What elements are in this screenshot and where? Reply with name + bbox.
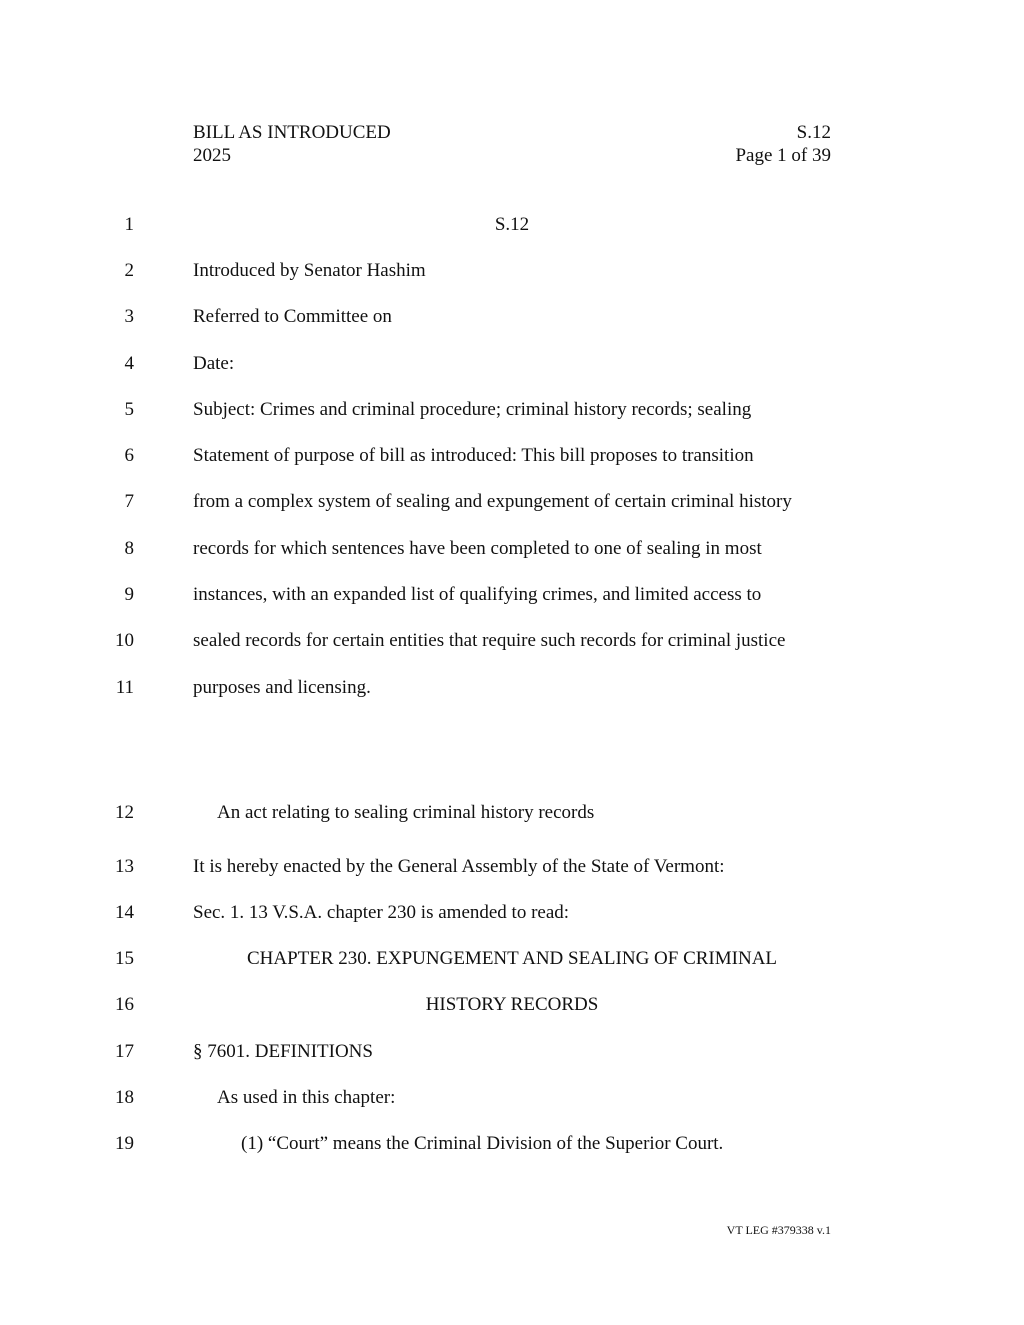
line-number: 17: [115, 1041, 134, 1062]
purpose-line: records for which sentences have been completed to one of sealing in most: [193, 538, 762, 559]
purpose-line: sealed records for certain entities that require such records for criminal justice: [193, 630, 786, 651]
line-number: 3: [124, 306, 134, 327]
definitions-intro-line: As used in this chapter:: [217, 1087, 396, 1108]
line-number: 14: [115, 902, 134, 923]
purpose-line: purposes and licensing.: [193, 677, 371, 698]
chapter-heading-line: HISTORY RECORDS: [425, 994, 599, 1015]
bill-year: 2025: [193, 145, 231, 166]
line-number: 8: [124, 538, 134, 559]
line-number: 7: [124, 491, 134, 512]
line-number: 10: [115, 630, 134, 651]
line-number: 5: [124, 399, 134, 420]
enacting-clause-line: It is hereby enacted by the General Assembly of the State of Vermont:: [193, 856, 725, 877]
line-number: 1: [124, 214, 134, 235]
line-number: 9: [124, 584, 134, 605]
purpose-line: Statement of purpose of bill as introduced: This bill proposes to transition: [193, 445, 754, 466]
line-number: 13: [115, 856, 134, 877]
purpose-line: instances, with an expanded list of qualifying crimes, and limited access to: [193, 584, 762, 605]
bill-status: BILL AS INTRODUCED: [193, 122, 391, 143]
line-number: 19: [115, 1133, 134, 1154]
bill-number: S.12: [796, 122, 831, 143]
act-title-line: An act relating to sealing criminal history records: [217, 802, 595, 823]
line-number: 4: [124, 353, 134, 374]
section-line: Sec. 1. 13 V.S.A. chapter 230 is amended to read:: [193, 902, 570, 923]
line-number: 12: [115, 802, 134, 823]
line-number: 16: [115, 994, 134, 1015]
line-number: 18: [115, 1087, 134, 1108]
bill-title-line: S.12: [494, 214, 530, 235]
subject-line: Subject: Crimes and criminal procedure; criminal history records; sealing: [193, 399, 752, 420]
line-number: 6: [124, 445, 134, 466]
date-line: Date:: [193, 353, 235, 374]
purpose-line: from a complex system of sealing and expungement of certain criminal history: [193, 491, 792, 512]
page-counter: Page 1 of 39: [735, 145, 831, 166]
chapter-heading-line: CHAPTER 230. EXPUNGEMENT AND SEALING OF CRIMINAL: [246, 948, 778, 969]
introduced-by-line: Introduced by Senator Hashim: [193, 260, 426, 281]
referred-to-line: Referred to Committee on: [193, 306, 392, 327]
line-number: 2: [124, 260, 134, 281]
definition-line: (1) “Court” means the Criminal Division of the Superior Court.: [241, 1133, 724, 1154]
line-number: 15: [115, 948, 134, 969]
line-number: 11: [115, 677, 134, 698]
section-heading-line: § 7601. DEFINITIONS: [193, 1041, 373, 1062]
document-id: VT LEG #379338 v.1: [726, 1223, 831, 1237]
